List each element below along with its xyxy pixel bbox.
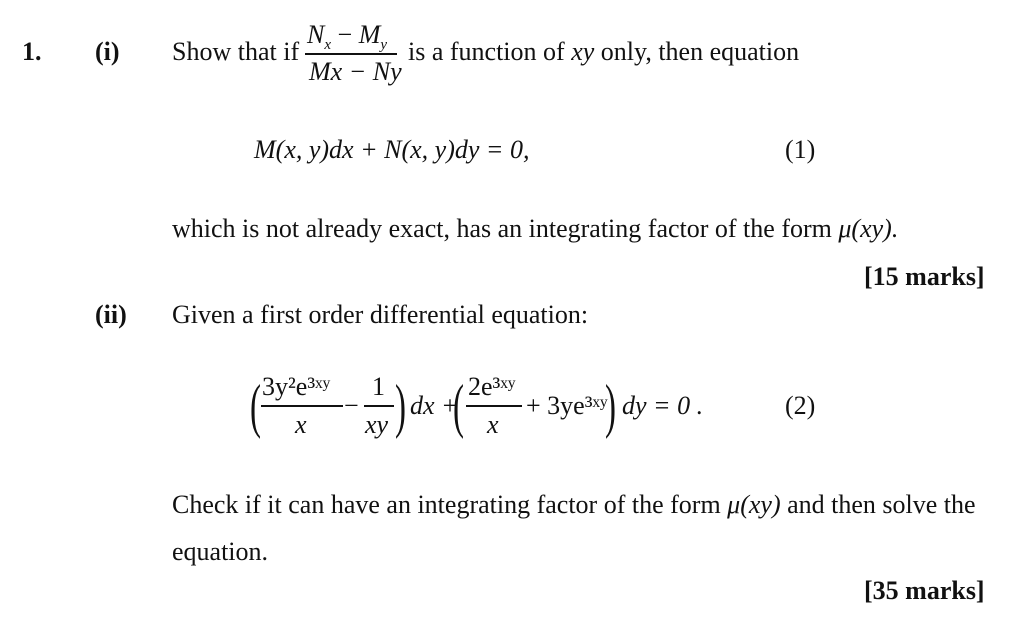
eq2-dy: dy = 0 .: [622, 391, 704, 420]
part-ii-intro: Given a first order differential equation:: [172, 300, 589, 329]
equation-1: M(x, y)dx + N(x, y)dy = 0,: [254, 135, 530, 164]
eq2-term3-denominator: x: [487, 410, 499, 439]
right-paren-1: ): [395, 373, 406, 439]
part-ii-task: Check if it can have an integrating factor of the form μ(xy) and then solve the: [172, 490, 976, 519]
part-i-label: (i): [95, 37, 120, 66]
eq2-dx: dx +: [410, 391, 459, 420]
part-i-intro-tail: is a function of xy only, then equation: [408, 37, 800, 66]
eq2-term1-bar: [261, 405, 343, 407]
part-i-marks: [15 marks]: [864, 262, 985, 291]
part-i-conclusion: which is not already exact, has an integrating factor of the form μ(xy).: [172, 214, 899, 243]
fraction-numerator: $N_x - M_y$: [307, 20, 388, 54]
eq2-term2-denominator: xy: [365, 410, 389, 439]
equation-2-number: (2): [785, 391, 816, 420]
eq2-term1-denominator: x: [295, 410, 307, 439]
part-ii-label: (ii): [95, 300, 127, 329]
eq2-term3-numerator: 2e³ˣʸ: [468, 372, 516, 401]
eq2-term2-bar: [364, 405, 394, 407]
left-paren-1: (: [250, 373, 261, 439]
part-ii-task-end: equation.: [172, 537, 269, 566]
question-number: 1.: [22, 37, 42, 66]
part-i-intro: Show that if: [172, 37, 300, 66]
right-paren-2: ): [605, 373, 616, 439]
part-ii-marks: [35 marks]: [864, 576, 985, 605]
fraction-bar: [305, 53, 397, 55]
eq2-term3-bar: [466, 405, 522, 407]
eq2-minus: −: [344, 391, 359, 420]
eq2-term2-numerator: 1: [372, 372, 385, 401]
equation-1-number: (1): [785, 135, 816, 164]
eq2-term1-numerator: 3y²e³ˣʸ: [262, 372, 331, 401]
fraction-denominator: Mx − Ny: [309, 57, 402, 86]
left-paren-2: (: [453, 373, 464, 439]
eq2-term4: + 3ye³ˣʸ: [526, 391, 608, 420]
